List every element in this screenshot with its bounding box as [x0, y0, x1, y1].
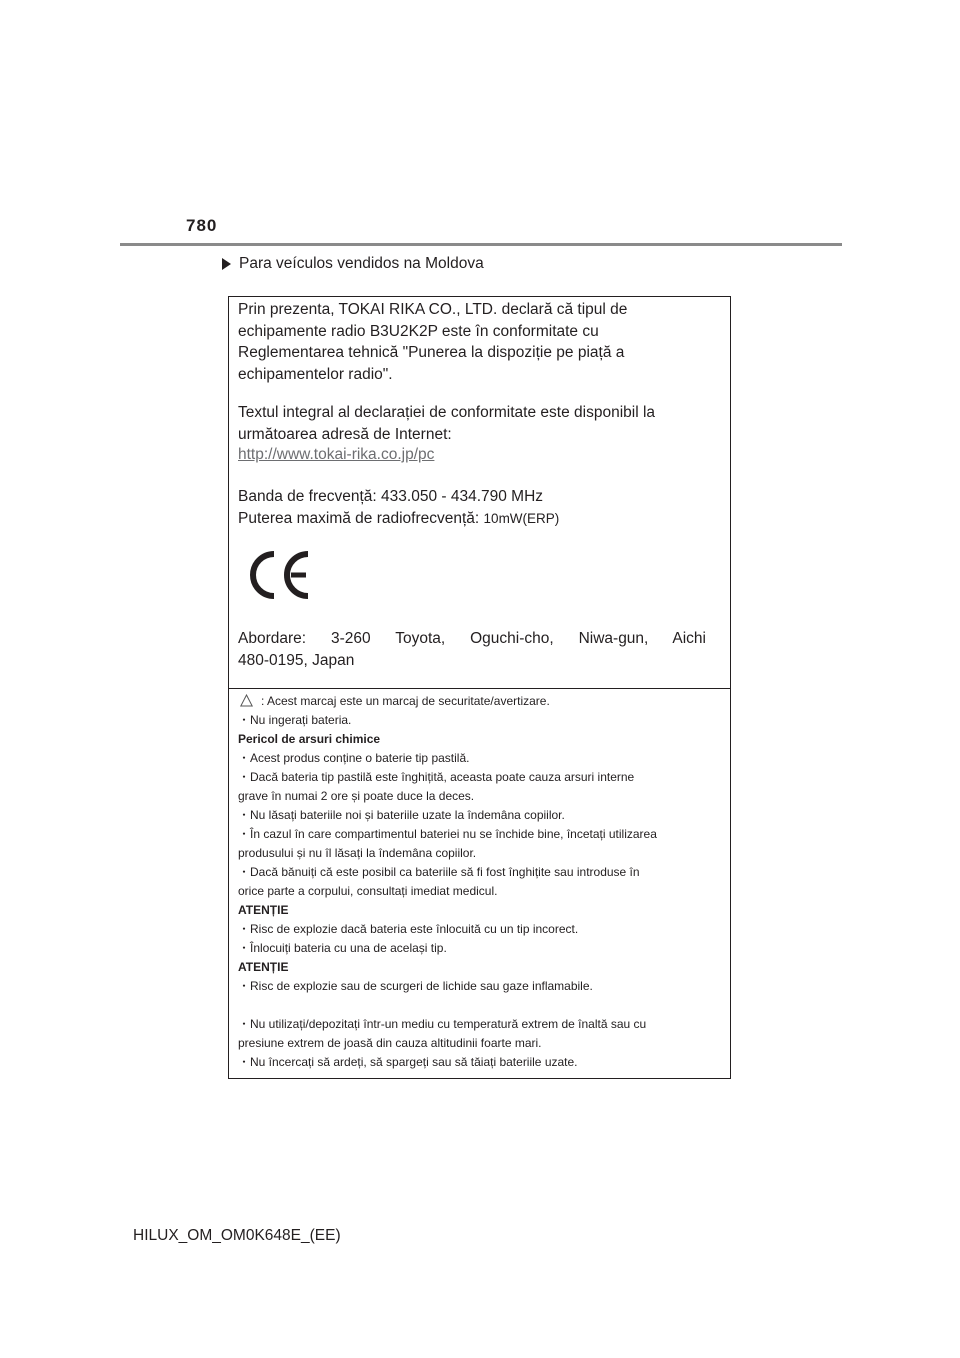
warning-heading: ATENȚIE [238, 960, 289, 974]
section-heading-text: Para veículos vendidos na Moldova [239, 255, 484, 272]
frequency-band: Banda de frecvență: 433.050 - 434.790 MHz [238, 488, 544, 505]
text-line: Textul integral al declarației de conformitate este disponibil la [238, 404, 656, 421]
warning-line: ・Risc de explozie sau de scurgeri de lichide sau gaze inflamabile. [238, 979, 593, 993]
triangle-bullet-icon [222, 258, 231, 270]
warning-line: ・Risc de explozie dacă bateria este înlocuită cu un tip incorect. [238, 922, 579, 936]
warning-line: ・Acest produs conține o baterie tip pastilă. [238, 751, 470, 765]
address-line: 480-0195, Japan [238, 652, 355, 669]
warning-heading: ATENȚIE [238, 903, 289, 917]
page-number: 780 [186, 216, 218, 235]
warning-line: ・Nu ingerați bateria. [238, 713, 352, 727]
declaration-paragraph [238, 299, 706, 385]
availability-paragraph [238, 402, 706, 445]
text-line: următoarea adresă de Internet: [238, 425, 452, 443]
warning-triangle-icon [240, 694, 253, 707]
max-power-value: 10mW(ERP) [483, 511, 560, 526]
warning-heading: Pericol de arsuri chimice [238, 732, 381, 746]
warning-line: produsului și nu îl lăsați la îndemâna copiilor. [238, 846, 477, 860]
declaration-box [228, 296, 731, 1079]
warning-line: ・Nu lăsați bateriile noi și bateriile uzate la îndemâna copiilor. [238, 808, 565, 822]
text-line: Prin prezenta, TOKAI RIKA CO., LTD. declară că tipul de [238, 301, 628, 318]
warning-intro: : Acest marcaj este un marcaj de securitate/avertizare. [261, 694, 550, 708]
text-line: Reglementarea tehnică "Punerea la dispoziție pe piață a [238, 344, 625, 361]
declaration-url-link[interactable]: http://www.tokai-rika.co.jp/pc [238, 446, 435, 463]
text-line: echipamentelor radio". [238, 365, 393, 383]
warning-line: ・Nu utilizați/depozitați într-un mediu cu temperatură extrem de înaltă sau cu [238, 1017, 647, 1031]
warning-line: ・În cazul în care compartimentul bateriei nu se închide bine, încetați utilizarea [238, 827, 657, 841]
section-heading [222, 255, 484, 273]
max-power [238, 508, 706, 530]
max-power-label: Puterea maximă de radiofrecvență: [238, 510, 484, 527]
header-rule [120, 243, 842, 246]
warnings-text [238, 692, 724, 1072]
warning-line: ・Dacă bateria tip pastilă este înghițită, aceasta poate cauza arsuri interne [238, 770, 635, 784]
warning-line: ・Înlocuiți bateria cu una de același tip. [238, 941, 447, 955]
warning-line: ・Dacă bănuiți că este posibil ca bateriile să fi fost înghițite sau introduse în [238, 865, 640, 879]
warning-line: ・Nu încercați să ardeți, să spargeți sau să tăiați bateriile uzate. [238, 1055, 578, 1069]
text-line: echipamente radio B3U2K2P este în conformitate cu [238, 322, 599, 340]
warning-line: orice parte a corpului, consultați imediat medicul. [238, 884, 498, 898]
document-code: HILUX_OM_OM0K648E_(EE) [133, 1227, 341, 1244]
address-line: Abordare: 3-260 Toyota, Oguchi-cho, Niwa-gun, Aichi [238, 630, 706, 647]
ce-mark-icon [247, 549, 311, 601]
declaration-section [229, 297, 730, 689]
warning-line: presiune extrem de joasă din cauza altitudinii foarte mari. [238, 1036, 542, 1050]
warning-intro-line [238, 692, 724, 711]
warning-line: grave în numai 2 ore și poate duce la deces. [238, 789, 475, 803]
